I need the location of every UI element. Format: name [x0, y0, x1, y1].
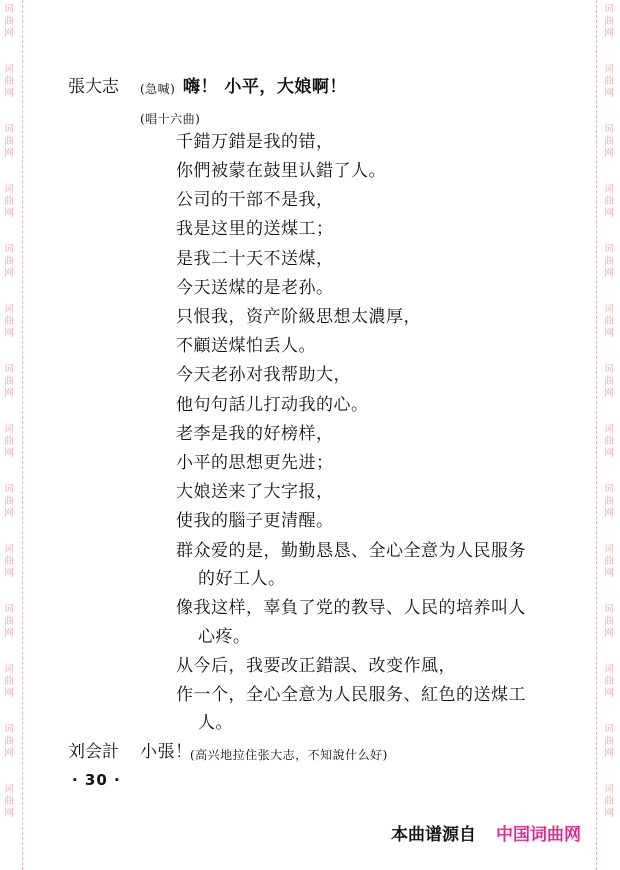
watermark-glyph: 曲: [604, 436, 614, 447]
watermark-glyph: 网: [604, 268, 614, 279]
watermark-glyph: 网: [4, 628, 14, 639]
watermark-glyph-group: [4, 364, 14, 420]
watermark-glyph: 曲: [4, 76, 14, 87]
lyric-line: 是我二十天不送煤，: [176, 249, 334, 269]
watermark-glyph: 曲: [604, 796, 614, 807]
lyric-line: 群众爱的是，勤勤恳恳、全心全意为人民服务: [176, 541, 526, 561]
watermark-glyph-group: [604, 724, 614, 780]
watermark-glyph: 网: [4, 448, 14, 459]
watermark-glyph: 词: [604, 304, 614, 315]
watermark-glyph: 网: [4, 808, 14, 819]
watermark-glyph: 词: [604, 724, 614, 735]
watermark-glyph: 曲: [4, 136, 14, 147]
watermark-glyph-group: [4, 124, 14, 180]
watermark-glyph: 词: [604, 664, 614, 675]
watermark-glyph-group: [4, 184, 14, 240]
watermark-glyph: 词: [4, 304, 14, 315]
watermark-glyph: 网: [4, 148, 14, 159]
watermark-glyph: 网: [604, 388, 614, 399]
watermark-glyph: 曲: [604, 676, 614, 687]
watermark-glyph-group: [4, 724, 14, 780]
watermark-glyph: 词: [4, 664, 14, 675]
watermark-glyph: 曲: [4, 316, 14, 327]
source-label: 本曲谱源自: [391, 825, 476, 845]
lyric-line: 千錯万錯是我的错，: [176, 132, 334, 152]
watermark-glyph: 网: [604, 688, 614, 699]
watermark-glyph: 网: [604, 328, 614, 339]
watermark-glyph: 曲: [604, 136, 614, 147]
watermark-glyph: 曲: [4, 16, 14, 27]
watermark-glyph: 词: [604, 364, 614, 375]
lyric-line: 不顧送煤怕丢人。: [176, 336, 316, 356]
speaker-name: 張大志: [68, 77, 119, 97]
watermark-glyph: 曲: [604, 16, 614, 27]
watermark-glyph: 网: [4, 388, 14, 399]
lyric-line: 今天送煤的是老孙。: [176, 278, 334, 298]
watermark-glyph-group: [604, 244, 614, 300]
watermark-glyph: 词: [604, 124, 614, 135]
watermark-glyph: 网: [604, 808, 614, 819]
lyric-line: 使我的腦子更清醒。: [176, 511, 334, 531]
watermark-glyph: 词: [4, 244, 14, 255]
watermark-glyph-group: [604, 664, 614, 720]
watermark-glyph-group: [4, 604, 14, 660]
watermark-glyph: 词: [604, 544, 614, 555]
watermark-glyph: 曲: [4, 496, 14, 507]
site-brand-link[interactable]: 中国词曲网: [496, 825, 581, 845]
watermark-glyph-group: [604, 4, 614, 60]
watermark-glyph-group: [604, 124, 614, 180]
watermark-glyph: 网: [604, 748, 614, 759]
lyric-line: 我是这里的送煤工；: [176, 219, 334, 239]
watermark-glyph-group: [4, 544, 14, 600]
spoken-line: 小張！: [140, 742, 193, 762]
lyric-line: 像我这样，辜負了党的教导、人民的培养叫人: [176, 598, 526, 618]
lyric-line-continuation: 的好工人。: [198, 569, 286, 589]
lyric-line: 从今后，我要改正錯誤、改变作風，: [176, 656, 456, 676]
watermark-glyph: 曲: [4, 436, 14, 447]
watermark-glyph: 曲: [604, 76, 614, 87]
right-dashed-border: [596, 0, 597, 870]
watermark-glyph: 网: [4, 28, 14, 39]
watermark-glyph: 网: [604, 28, 614, 39]
lyric-line: 今天老孙对我帮助大，: [176, 365, 351, 385]
watermark-glyph: 曲: [604, 616, 614, 627]
watermark-glyph: 词: [4, 544, 14, 555]
watermark-glyph-group: [604, 544, 614, 600]
watermark-glyph: 网: [4, 88, 14, 99]
watermark-glyph: 曲: [604, 496, 614, 507]
watermark-glyph: 网: [4, 268, 14, 279]
watermark-glyph: 网: [604, 568, 614, 579]
watermark-glyph: 词: [604, 484, 614, 495]
watermark-glyph: 曲: [604, 376, 614, 387]
watermark-glyph-group: [604, 604, 614, 660]
stage-direction: (急喊): [140, 82, 176, 96]
watermark-glyph-group: [4, 244, 14, 300]
watermark-glyph: 曲: [4, 376, 14, 387]
watermark-glyph: 网: [604, 148, 614, 159]
lyric-line: 他句句話儿打动我的心。: [176, 395, 369, 415]
watermark-glyph: 词: [4, 724, 14, 735]
watermark-glyph: 词: [604, 424, 614, 435]
watermark-glyph: 词: [4, 124, 14, 135]
watermark-glyph-group: [604, 784, 614, 840]
watermark-glyph-group: [604, 364, 614, 420]
lyric-line: 公司的干部不是我，: [176, 190, 334, 210]
watermark-glyph: 词: [604, 604, 614, 615]
watermark-glyph: 曲: [604, 556, 614, 567]
watermark-glyph: 词: [4, 424, 14, 435]
left-dashed-border: [22, 0, 23, 870]
stage-direction: (高兴地拉住张大志，不知說什么好): [190, 748, 388, 762]
watermark-glyph: 词: [4, 64, 14, 75]
watermark-glyph: 曲: [4, 556, 14, 567]
watermark-glyph: 词: [4, 364, 14, 375]
watermark-glyph-group: [604, 484, 614, 540]
watermark-glyph-group: [604, 184, 614, 240]
watermark-glyph: 曲: [604, 256, 614, 267]
spoken-line: 嗨！ 小平，大娘啊！: [183, 77, 347, 97]
watermark-glyph: 网: [4, 508, 14, 519]
watermark-glyph-group: [4, 4, 14, 60]
right-watermark-column: [602, 0, 616, 870]
lyric-line: 大娘送来了大字报，: [176, 482, 334, 502]
watermark-glyph: 网: [604, 208, 614, 219]
watermark-glyph: 词: [4, 4, 14, 15]
watermark-glyph: 网: [4, 568, 14, 579]
watermark-glyph: 网: [604, 508, 614, 519]
watermark-glyph-group: [604, 304, 614, 360]
watermark-glyph: 网: [604, 88, 614, 99]
watermark-glyph: 曲: [604, 196, 614, 207]
left-watermark-column: [2, 0, 16, 870]
watermark-glyph: 词: [4, 484, 14, 495]
watermark-glyph: 词: [604, 784, 614, 795]
watermark-glyph: 曲: [4, 736, 14, 747]
watermark-glyph: 词: [4, 784, 14, 795]
lyric-line-continuation: 人。: [198, 713, 233, 733]
watermark-glyph-group: [4, 484, 14, 540]
watermark-glyph: 网: [604, 628, 614, 639]
watermark-glyph: 网: [4, 688, 14, 699]
watermark-glyph: 曲: [4, 616, 14, 627]
watermark-glyph-group: [4, 784, 14, 840]
speaker-name: 刘会計: [68, 742, 119, 762]
watermark-glyph: 曲: [604, 736, 614, 747]
watermark-glyph: 曲: [4, 676, 14, 687]
watermark-glyph-group: [4, 304, 14, 360]
watermark-glyph: 网: [604, 448, 614, 459]
tune-indicator: (唱十六曲): [140, 112, 201, 126]
watermark-glyph-group: [604, 64, 614, 120]
watermark-glyph: 词: [604, 184, 614, 195]
lyric-line: 小平的思想更先进；: [176, 453, 334, 473]
watermark-glyph: 词: [4, 604, 14, 615]
lyric-line: 只恨我，资产阶級思想太濃厚，: [176, 307, 421, 327]
lyric-line: 老李是我的好榜样，: [176, 424, 334, 444]
watermark-glyph-group: [4, 64, 14, 120]
watermark-glyph: 曲: [604, 316, 614, 327]
watermark-glyph-group: [4, 424, 14, 480]
watermark-glyph-group: [604, 424, 614, 480]
watermark-glyph: 网: [4, 748, 14, 759]
watermark-glyph: 网: [4, 328, 14, 339]
watermark-glyph: 词: [604, 64, 614, 75]
watermark-glyph: 网: [4, 208, 14, 219]
watermark-glyph-group: [4, 664, 14, 720]
watermark-glyph: 词: [4, 184, 14, 195]
lyric-line: 作一个，全心全意为人民服务、紅色的送煤工: [176, 685, 526, 705]
watermark-glyph: 词: [604, 244, 614, 255]
watermark-glyph: 词: [604, 4, 614, 15]
watermark-glyph: 曲: [4, 796, 14, 807]
watermark-glyph: 曲: [4, 256, 14, 267]
watermark-glyph: 曲: [4, 196, 14, 207]
lyric-line-continuation: 心疼。: [198, 627, 251, 647]
lyric-line: 你們被蒙在鼓里认錯了人。: [176, 161, 386, 181]
page-number: · 30 ·: [72, 771, 121, 789]
